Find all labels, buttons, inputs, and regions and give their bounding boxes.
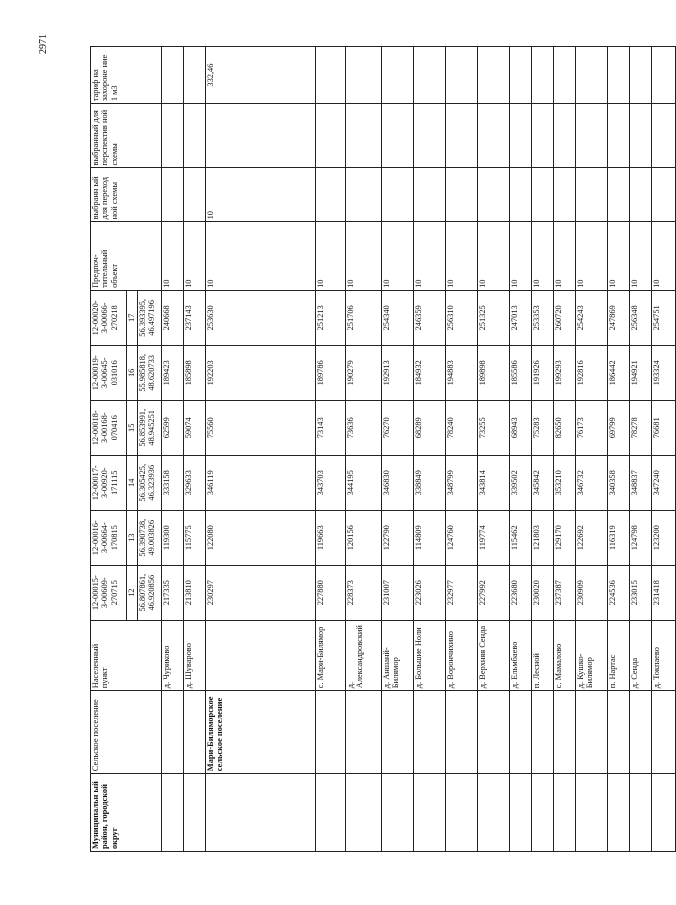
distance-cell: 76681 bbox=[652, 400, 676, 455]
distance-cell: 73636 bbox=[346, 400, 382, 455]
distance-cell: 191926 bbox=[532, 345, 554, 400]
chosen-perspective-cell bbox=[316, 104, 346, 168]
object-code: 12-00016-З-00664-170815 bbox=[91, 510, 127, 565]
header-locality: Населенный пункт bbox=[91, 620, 162, 691]
table-row bbox=[346, 47, 382, 852]
distance-cell: 254340 bbox=[382, 290, 414, 345]
chosen-perspective-cell bbox=[630, 104, 652, 168]
rotated-table-container bbox=[90, 46, 661, 852]
table-row bbox=[608, 47, 630, 852]
distance-cell: 62599 bbox=[162, 400, 184, 455]
locality-cell: д. Александровский bbox=[346, 620, 382, 691]
header-settlement: Сельское поселение bbox=[91, 691, 162, 774]
distance-cell: 346830 bbox=[382, 455, 414, 510]
settlement-cell bbox=[532, 691, 554, 774]
distance-cell: 193324 bbox=[652, 345, 676, 400]
locality-cell bbox=[206, 620, 316, 691]
tariff-cell bbox=[184, 47, 206, 104]
distance-cell: 68943 bbox=[510, 400, 532, 455]
settlement-cell bbox=[510, 691, 532, 774]
locality-cell: д. Ельмбаево bbox=[510, 620, 532, 691]
chosen-perspective-cell bbox=[532, 104, 554, 168]
locality-cell: д. Кушко-Билямор bbox=[576, 620, 608, 691]
object-number: 14 bbox=[127, 455, 138, 510]
distance-cell: 353210 bbox=[554, 455, 576, 510]
table-row bbox=[316, 47, 346, 852]
distance-cell: 251213 bbox=[316, 290, 346, 345]
distance-cell: 76270 bbox=[382, 400, 414, 455]
distance-cell: 260720 bbox=[554, 290, 576, 345]
distance-cell: 233015 bbox=[630, 565, 652, 620]
tariff-cell: 332,46 bbox=[206, 47, 316, 104]
table-row bbox=[652, 47, 676, 852]
distance-cell: 122790 bbox=[382, 510, 414, 565]
distance-cell: 82650 bbox=[554, 400, 576, 455]
distance-cell: 123200 bbox=[652, 510, 676, 565]
table-row bbox=[446, 47, 478, 852]
preferred-cell: 10 bbox=[554, 222, 576, 290]
object-number: 17 bbox=[127, 290, 138, 345]
distance-cell: 237387 bbox=[554, 565, 576, 620]
chosen-transition-cell bbox=[446, 168, 478, 222]
locality-cell: д. Сенда bbox=[630, 620, 652, 691]
preferred-cell: 10 bbox=[478, 222, 510, 290]
distance-cell: 346732 bbox=[576, 455, 608, 510]
settlement-cell bbox=[576, 691, 608, 774]
header-chosen-transition: выбранн ый для переход ной схемы bbox=[91, 168, 162, 222]
distance-cell: 69799 bbox=[608, 400, 630, 455]
distance-cell: 75283 bbox=[532, 400, 554, 455]
locality-cell: д. Чуриково bbox=[162, 620, 184, 691]
tariff-cell bbox=[532, 47, 554, 104]
distance-cell: 124798 bbox=[630, 510, 652, 565]
district-cell bbox=[576, 774, 608, 852]
tariff-cell bbox=[446, 47, 478, 104]
table-row bbox=[414, 47, 446, 852]
distance-cell: 246359 bbox=[414, 290, 446, 345]
tariff-cell bbox=[382, 47, 414, 104]
settlement-cell bbox=[162, 691, 184, 774]
settlement-cell bbox=[554, 691, 576, 774]
distance-cell: 344195 bbox=[346, 455, 382, 510]
distance-cell: 68289 bbox=[414, 400, 446, 455]
chosen-perspective-cell bbox=[184, 104, 206, 168]
distance-cell: 115462 bbox=[510, 510, 532, 565]
distance-cell: 116319 bbox=[608, 510, 630, 565]
distance-cell: 78278 bbox=[630, 400, 652, 455]
object-number: 12 bbox=[127, 565, 138, 620]
object-coordinates: 55.985818, 48.620733 bbox=[138, 345, 162, 400]
settlement-cell bbox=[316, 691, 346, 774]
distance-cell: 251706 bbox=[346, 290, 382, 345]
distance-cell: 227992 bbox=[478, 565, 510, 620]
distance-cell: 76173 bbox=[576, 400, 608, 455]
header-preferred: Предпоч-тительный объект bbox=[91, 222, 162, 290]
object-code: 12-00020-З-00066-270218 bbox=[91, 290, 127, 345]
table-row bbox=[532, 47, 554, 852]
district-cell bbox=[446, 774, 478, 852]
district-cell bbox=[652, 774, 676, 852]
chosen-perspective-cell bbox=[162, 104, 184, 168]
distance-cell: 224536 bbox=[608, 565, 630, 620]
chosen-transition-cell bbox=[630, 168, 652, 222]
distance-cell: 227880 bbox=[316, 565, 346, 620]
chosen-transition-cell bbox=[414, 168, 446, 222]
table-row bbox=[576, 47, 608, 852]
distance-cell: 120156 bbox=[346, 510, 382, 565]
page-number: 2971 bbox=[38, 34, 49, 54]
chosen-transition-cell bbox=[478, 168, 510, 222]
settlement-cell bbox=[608, 691, 630, 774]
header-district: Муниципальн ый район, городской округ bbox=[91, 774, 162, 852]
distance-cell: 231007 bbox=[382, 565, 414, 620]
tariff-cell bbox=[608, 47, 630, 104]
chosen-transition-cell bbox=[184, 168, 206, 222]
distance-cell: 194883 bbox=[446, 345, 478, 400]
chosen-perspective-cell bbox=[382, 104, 414, 168]
preferred-cell: 10 bbox=[532, 222, 554, 290]
distance-cell: 230297 bbox=[206, 565, 316, 620]
object-coordinates: 56.305425, 46.323936 bbox=[138, 455, 162, 510]
distance-cell: 329633 bbox=[184, 455, 206, 510]
chosen-perspective-cell bbox=[414, 104, 446, 168]
locality-cell: д. Большие Ноли bbox=[414, 620, 446, 691]
distance-cell: 114809 bbox=[414, 510, 446, 565]
tariff-cell bbox=[162, 47, 184, 104]
settlement-cell bbox=[652, 691, 676, 774]
distance-cell: 119300 bbox=[162, 510, 184, 565]
distance-cell: 192203 bbox=[206, 345, 316, 400]
object-number: 16 bbox=[127, 345, 138, 400]
locality-cell: п. Лесной bbox=[532, 620, 554, 691]
tariff-cell bbox=[346, 47, 382, 104]
distance-cell: 230020 bbox=[532, 565, 554, 620]
district-cell bbox=[510, 774, 532, 852]
distance-cell: 240668 bbox=[162, 290, 184, 345]
preferred-cell: 10 bbox=[510, 222, 532, 290]
chosen-perspective-cell bbox=[510, 104, 532, 168]
distance-cell: 256348 bbox=[630, 290, 652, 345]
distance-cell: 217335 bbox=[162, 565, 184, 620]
settlement-cell bbox=[184, 691, 206, 774]
locality-cell: д. Ворончихино bbox=[446, 620, 478, 691]
chosen-transition-cell bbox=[162, 168, 184, 222]
settlement-cell bbox=[478, 691, 510, 774]
distance-cell: 223026 bbox=[414, 565, 446, 620]
distance-cell: 185898 bbox=[184, 345, 206, 400]
preferred-cell: 10 bbox=[184, 222, 206, 290]
distance-cell: 230909 bbox=[576, 565, 608, 620]
distance-cell: 237143 bbox=[184, 290, 206, 345]
object-number: 13 bbox=[127, 510, 138, 565]
distance-cell: 348837 bbox=[630, 455, 652, 510]
chosen-transition-cell bbox=[346, 168, 382, 222]
settlement-cell bbox=[346, 691, 382, 774]
data-table bbox=[90, 46, 676, 852]
distance-cell: 190279 bbox=[346, 345, 382, 400]
district-cell bbox=[184, 774, 206, 852]
locality-cell: с. Мари-Билямор bbox=[316, 620, 346, 691]
chosen-transition-cell bbox=[510, 168, 532, 222]
tariff-cell bbox=[576, 47, 608, 104]
preferred-cell: 10 bbox=[608, 222, 630, 290]
distance-cell: 122080 bbox=[206, 510, 316, 565]
tariff-cell bbox=[510, 47, 532, 104]
chosen-perspective-cell bbox=[576, 104, 608, 168]
chosen-transition-cell bbox=[608, 168, 630, 222]
district-cell bbox=[382, 774, 414, 852]
distance-cell: 254243 bbox=[576, 290, 608, 345]
district-cell bbox=[162, 774, 184, 852]
chosen-transition-cell bbox=[576, 168, 608, 222]
district-cell bbox=[554, 774, 576, 852]
object-coordinates: 56.807861, 46.920856 bbox=[138, 565, 162, 620]
locality-cell: с. Мамалово bbox=[554, 620, 576, 691]
distance-cell: 199293 bbox=[554, 345, 576, 400]
object-number: 15 bbox=[127, 400, 138, 455]
object-coordinates: 56.853991, 48.945251 bbox=[138, 400, 162, 455]
table-row bbox=[630, 47, 652, 852]
locality-cell: д. Аншанй-Билямор bbox=[382, 620, 414, 691]
distance-cell: 124760 bbox=[446, 510, 478, 565]
distance-cell: 75560 bbox=[206, 400, 316, 455]
table-row bbox=[382, 47, 414, 852]
distance-cell: 189423 bbox=[162, 345, 184, 400]
distance-cell: 338849 bbox=[414, 455, 446, 510]
distance-cell: 247013 bbox=[510, 290, 532, 345]
district-cell bbox=[608, 774, 630, 852]
preferred-cell: 10 bbox=[446, 222, 478, 290]
preferred-cell: 10 bbox=[206, 222, 316, 290]
distance-cell: 231418 bbox=[652, 565, 676, 620]
preferred-cell: 10 bbox=[576, 222, 608, 290]
district-cell bbox=[630, 774, 652, 852]
district-cell bbox=[478, 774, 510, 852]
header-tariff: тариф на захороне ние 1 м3 bbox=[91, 47, 162, 104]
table-row bbox=[206, 47, 316, 852]
chosen-perspective-cell bbox=[478, 104, 510, 168]
distance-cell: 213810 bbox=[184, 565, 206, 620]
table-row bbox=[510, 47, 532, 852]
object-coordinates: 56.390738, 49.003826 bbox=[138, 510, 162, 565]
locality-cell: д. Токпаево bbox=[652, 620, 676, 691]
chosen-perspective-cell bbox=[446, 104, 478, 168]
object-code: 12-00019-З-00645-031016 bbox=[91, 345, 127, 400]
district-cell bbox=[414, 774, 446, 852]
district-cell bbox=[206, 774, 316, 852]
chosen-transition-cell bbox=[554, 168, 576, 222]
distance-cell: 343703 bbox=[316, 455, 346, 510]
preferred-cell: 10 bbox=[652, 222, 676, 290]
distance-cell: 185586 bbox=[510, 345, 532, 400]
settlement-cell bbox=[446, 691, 478, 774]
distance-cell: 119663 bbox=[316, 510, 346, 565]
distance-cell: 343814 bbox=[478, 455, 510, 510]
distance-cell: 251325 bbox=[478, 290, 510, 345]
distance-cell: 192913 bbox=[382, 345, 414, 400]
locality-cell: п. Нартас bbox=[608, 620, 630, 691]
distance-cell: 184932 bbox=[414, 345, 446, 400]
chosen-perspective-cell bbox=[608, 104, 630, 168]
locality-cell: д. Шуварово bbox=[184, 620, 206, 691]
distance-cell: 73255 bbox=[478, 400, 510, 455]
distance-cell: 223680 bbox=[510, 565, 532, 620]
distance-cell: 333158 bbox=[162, 455, 184, 510]
distance-cell: 340358 bbox=[608, 455, 630, 510]
chosen-perspective-cell bbox=[554, 104, 576, 168]
object-code: 12-00015-З-00609-270715 bbox=[91, 565, 127, 620]
object-code: 12-00017-З-00920-171115 bbox=[91, 455, 127, 510]
table-body bbox=[162, 47, 676, 852]
distance-cell: 256310 bbox=[446, 290, 478, 345]
chosen-perspective-cell bbox=[206, 104, 316, 168]
distance-cell: 232977 bbox=[446, 565, 478, 620]
distance-cell: 73143 bbox=[316, 400, 346, 455]
distance-cell: 194921 bbox=[630, 345, 652, 400]
distance-cell: 189898 bbox=[478, 345, 510, 400]
distance-cell: 339502 bbox=[510, 455, 532, 510]
table-row bbox=[554, 47, 576, 852]
distance-cell: 189786 bbox=[316, 345, 346, 400]
settlement-cell bbox=[382, 691, 414, 774]
preferred-cell: 10 bbox=[162, 222, 184, 290]
distance-cell: 78240 bbox=[446, 400, 478, 455]
distance-cell: 247869 bbox=[608, 290, 630, 345]
table-row bbox=[184, 47, 206, 852]
distance-cell: 129170 bbox=[554, 510, 576, 565]
distance-cell: 192816 bbox=[576, 345, 608, 400]
distance-cell: 228373 bbox=[346, 565, 382, 620]
settlement-cell: Мари-Биляморское сельское поселение bbox=[206, 691, 316, 774]
distance-cell: 119774 bbox=[478, 510, 510, 565]
distance-cell: 254751 bbox=[652, 290, 676, 345]
settlement-cell bbox=[414, 691, 446, 774]
distance-cell: 346119 bbox=[206, 455, 316, 510]
tariff-cell bbox=[316, 47, 346, 104]
chosen-perspective-cell bbox=[346, 104, 382, 168]
object-coordinates: 56.393395, 46.497196 bbox=[138, 290, 162, 345]
distance-cell: 186442 bbox=[608, 345, 630, 400]
tariff-cell bbox=[554, 47, 576, 104]
preferred-cell: 10 bbox=[414, 222, 446, 290]
chosen-transition-cell bbox=[382, 168, 414, 222]
distance-cell: 122692 bbox=[576, 510, 608, 565]
distance-cell: 347240 bbox=[652, 455, 676, 510]
district-cell bbox=[316, 774, 346, 852]
table-row bbox=[478, 47, 510, 852]
preferred-cell: 10 bbox=[346, 222, 382, 290]
tariff-cell bbox=[630, 47, 652, 104]
preferred-cell: 10 bbox=[630, 222, 652, 290]
tariff-cell bbox=[414, 47, 446, 104]
preferred-cell: 10 bbox=[316, 222, 346, 290]
object-code: 12-00018-З-00168-070416 bbox=[91, 400, 127, 455]
district-cell bbox=[532, 774, 554, 852]
distance-cell: 115775 bbox=[184, 510, 206, 565]
chosen-transition-cell bbox=[652, 168, 676, 222]
table-row bbox=[162, 47, 184, 852]
chosen-transition-cell bbox=[532, 168, 554, 222]
distance-cell: 253353 bbox=[532, 290, 554, 345]
distance-cell: 348799 bbox=[446, 455, 478, 510]
preferred-cell: 10 bbox=[382, 222, 414, 290]
distance-cell: 253630 bbox=[206, 290, 316, 345]
tariff-cell bbox=[478, 47, 510, 104]
distance-cell: 345842 bbox=[532, 455, 554, 510]
chosen-transition-cell: 10 bbox=[206, 168, 316, 222]
locality-cell: д. Верхняя Сенда bbox=[478, 620, 510, 691]
header-chosen-perspective: выбранный для перспектив ной схемы bbox=[91, 104, 162, 168]
settlement-cell bbox=[630, 691, 652, 774]
chosen-transition-cell bbox=[316, 168, 346, 222]
district-cell bbox=[346, 774, 382, 852]
chosen-perspective-cell bbox=[652, 104, 676, 168]
distance-cell: 59074 bbox=[184, 400, 206, 455]
distance-cell: 121803 bbox=[532, 510, 554, 565]
tariff-cell bbox=[652, 47, 676, 104]
